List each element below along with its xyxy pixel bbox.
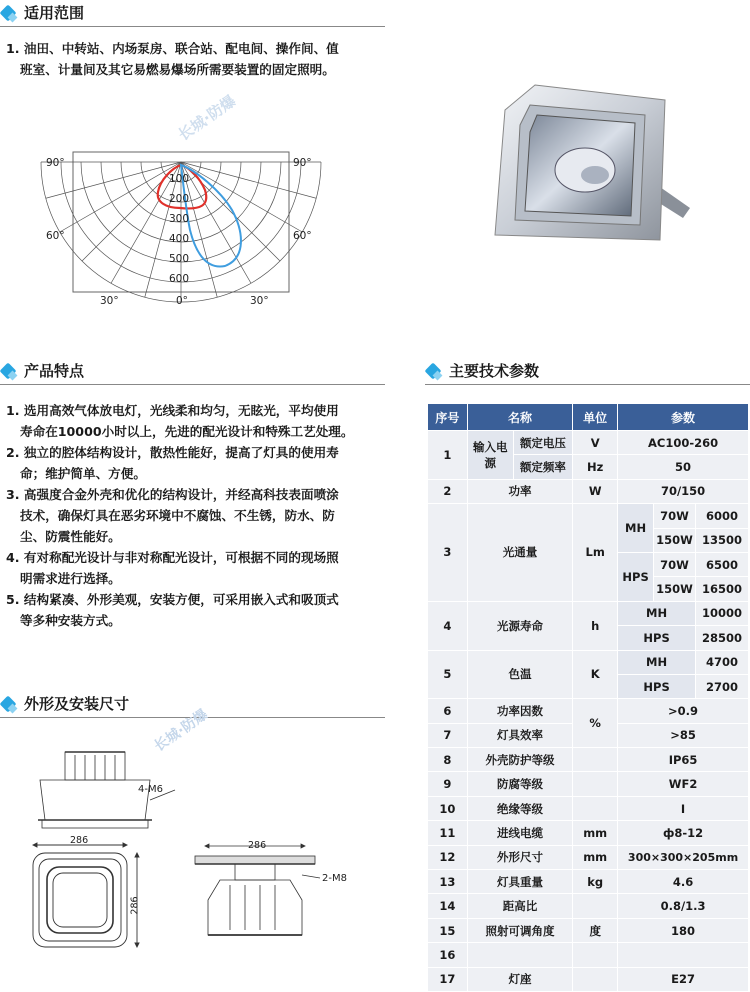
table-row xyxy=(428,699,749,723)
table-cell xyxy=(573,772,618,796)
table-cell: 灯具重量 xyxy=(467,870,572,894)
bolt-label: 2-M8 xyxy=(322,873,347,884)
bolt-label: 4-M6 xyxy=(138,784,163,795)
divider xyxy=(0,384,385,385)
table-cell: 功率 xyxy=(467,479,572,503)
table-cell: 4.6 xyxy=(618,870,749,894)
section-heading: 适用范围 xyxy=(24,4,85,22)
table-row xyxy=(428,650,749,674)
table-cell: 额定频率 xyxy=(513,455,573,479)
angle-label: 90° xyxy=(46,157,65,169)
dimension-label: 286 xyxy=(129,896,141,915)
table-cell: 28500 xyxy=(696,626,749,650)
table-cell: I xyxy=(618,796,749,820)
divider xyxy=(425,384,750,385)
table-cell: 灯座 xyxy=(467,967,572,991)
text-line: 5. 结构紧凑、外形美观，安装方便，可采用嵌入式和吸顶式 xyxy=(6,592,339,607)
table-cell: kg xyxy=(573,870,618,894)
table-cell: 外形尺寸 xyxy=(467,845,572,869)
table-cell: WF2 xyxy=(618,772,749,796)
table-cell: 6 xyxy=(428,699,468,723)
table-cell: 14 xyxy=(428,894,468,918)
table-cell: 1 xyxy=(428,431,468,480)
table-cell: 12 xyxy=(428,845,468,869)
table-cell: >85 xyxy=(618,723,749,747)
table-row xyxy=(428,431,749,455)
table-cell: Lm xyxy=(573,504,618,602)
table-cell: 70W xyxy=(654,504,696,528)
table-cell xyxy=(573,796,618,820)
table-header: 单位 xyxy=(573,404,618,431)
table-cell: 色温 xyxy=(467,650,572,699)
table-cell: 光通量 xyxy=(467,504,572,602)
table-cell: 180 xyxy=(618,918,749,942)
angle-label: 90° xyxy=(293,157,312,169)
table-cell: 16 xyxy=(428,943,468,967)
watermark-cn: 长城·防爆 xyxy=(151,706,211,755)
table-cell: 输入电源 xyxy=(467,431,513,480)
section-heading: 外形及安装尺寸 xyxy=(24,695,130,713)
text-line: 3. 高强度合金外壳和优化的结构设计，并经高科技表面喷涂 xyxy=(6,487,339,502)
table-cell xyxy=(573,894,618,918)
table-header: 参数 xyxy=(618,404,749,431)
table-cell: 11 xyxy=(428,821,468,845)
table-cell: HPS xyxy=(618,674,696,698)
table-cell: 17 xyxy=(428,967,468,991)
ceiling-mount-drawing xyxy=(190,840,360,950)
table-cell: 度 xyxy=(573,918,618,942)
table-cell: V xyxy=(573,431,618,455)
features-text xyxy=(6,400,353,631)
table-cell: 7 xyxy=(428,723,468,747)
polar-spoke xyxy=(46,162,181,198)
section-heading: 主要技术参数 xyxy=(449,362,540,380)
text-line: 等多种安装方式。 xyxy=(20,613,121,628)
table-cell: 0.8/1.3 xyxy=(618,894,749,918)
radius-label: 100 xyxy=(169,173,190,185)
table-cell xyxy=(573,943,618,967)
table-row xyxy=(428,479,749,503)
angle-label: 0° xyxy=(176,295,188,307)
polar-spoke xyxy=(60,162,181,232)
table-cell: 150W xyxy=(654,528,696,552)
table-cell: 300×300×205mm xyxy=(618,845,749,869)
diamond-accent xyxy=(8,371,18,381)
angle-label: 30° xyxy=(250,295,269,307)
table-cell xyxy=(618,943,749,967)
section-title-applications xyxy=(0,2,385,32)
dimension-label: 286 xyxy=(248,840,267,851)
table-cell xyxy=(573,748,618,772)
table-cell: Hz xyxy=(573,455,618,479)
text-line: 1. 选用高效气体放电灯，光线柔和均匀，无眩光，平均使用 xyxy=(6,403,339,418)
radius-label: 400 xyxy=(169,233,190,245)
applications-text xyxy=(6,38,339,80)
table-cell: 16500 xyxy=(696,577,749,601)
side-view-drawing xyxy=(20,740,190,835)
angle-label: 60° xyxy=(293,230,312,242)
table-cell: 防腐等级 xyxy=(467,772,572,796)
table-cell: % xyxy=(573,699,618,748)
table-cell: 2 xyxy=(428,479,468,503)
table-cell: 光源寿命 xyxy=(467,601,572,650)
table-row xyxy=(428,504,749,528)
table-cell: 13 xyxy=(428,870,468,894)
section-title-specs xyxy=(425,360,750,390)
table-row xyxy=(428,870,749,894)
table-cell: 3 xyxy=(428,504,468,602)
text-line: 技术，确保灯具在恶劣环境中不腐蚀、不生锈，防水、防 xyxy=(20,508,335,523)
table-header-row xyxy=(428,404,749,431)
table-cell: IP65 xyxy=(618,748,749,772)
table-cell: 5 xyxy=(428,650,468,699)
table-cell: E27 xyxy=(618,967,749,991)
text-line: 尘、防震性能好。 xyxy=(20,529,121,544)
table-cell: 照射可调角度 xyxy=(467,918,572,942)
table-cell: 70W xyxy=(654,552,696,576)
polar-spoke xyxy=(181,162,302,232)
table-row xyxy=(428,967,749,991)
table-cell: 2700 xyxy=(696,674,749,698)
polar-spoke xyxy=(181,162,251,283)
section-title-features xyxy=(0,360,385,390)
table-cell: mm xyxy=(573,821,618,845)
divider xyxy=(0,26,385,27)
diamond-accent xyxy=(8,13,18,23)
table-cell: W xyxy=(573,479,618,503)
table-cell: mm xyxy=(573,845,618,869)
radius-label: 600 xyxy=(169,273,190,285)
table-cell: 4 xyxy=(428,601,468,650)
table-cell: 15 xyxy=(428,918,468,942)
angle-label: 30° xyxy=(100,295,119,307)
table-row xyxy=(428,894,749,918)
table-cell: HPS xyxy=(618,626,696,650)
text-line: 班室、计量间及其它易燃易爆场所需要装置的固定照明。 xyxy=(20,62,335,77)
dimension-label: 286 xyxy=(70,835,89,846)
table-cell: 8 xyxy=(428,748,468,772)
table-cell: 9 xyxy=(428,772,468,796)
table-header: 序号 xyxy=(428,404,468,431)
diamond-accent xyxy=(433,371,443,381)
table-cell: 4700 xyxy=(696,650,749,674)
table-cell: MH xyxy=(618,601,696,625)
radius-label: 300 xyxy=(169,213,190,225)
text-line: 命；维护简单、方便。 xyxy=(20,466,146,481)
table-header: 名称 xyxy=(467,404,572,431)
text-line: 寿命在10000小时以上，先进的配光设计和特殊工艺处理。 xyxy=(20,424,354,439)
table-cell: 6000 xyxy=(696,504,749,528)
table-cell: 13500 xyxy=(696,528,749,552)
table-row xyxy=(428,821,749,845)
table-cell: MH xyxy=(618,504,654,553)
product-photo xyxy=(475,70,705,270)
table-cell: 50 xyxy=(618,455,749,479)
table-cell: AC100-260 xyxy=(618,431,749,455)
table-cell: 灯具效率 xyxy=(467,723,572,747)
radius-label: 200 xyxy=(169,193,190,205)
table-cell: 功率因数 xyxy=(467,699,572,723)
table-cell: 150W xyxy=(654,577,696,601)
table-cell: 6500 xyxy=(696,552,749,576)
table-cell: 10 xyxy=(428,796,468,820)
table-row xyxy=(428,943,749,967)
table-cell: MH xyxy=(618,650,696,674)
table-row xyxy=(428,772,749,796)
table-row xyxy=(428,601,749,625)
section-heading: 产品特点 xyxy=(24,362,85,380)
table-cell: 距高比 xyxy=(467,894,572,918)
spec-table xyxy=(427,403,749,992)
table-cell: ф8-12 xyxy=(618,821,749,845)
table-cell: 70/150 xyxy=(618,479,749,503)
table-row xyxy=(428,796,749,820)
table-cell: >0.9 xyxy=(618,699,749,723)
table-cell: 额定电压 xyxy=(513,431,573,455)
table-row xyxy=(428,918,749,942)
table-cell: 绝缘等级 xyxy=(467,796,572,820)
table-row xyxy=(428,748,749,772)
watermark-cn: 长城·防爆 xyxy=(174,91,239,145)
text-line: 1. 油田、中转站、内场泵房、联合站、配电间、操作间、值 xyxy=(6,41,339,56)
radius-label: 500 xyxy=(169,253,190,265)
table-cell: HPS xyxy=(618,552,654,601)
table-row xyxy=(428,845,749,869)
diamond-accent xyxy=(8,704,18,714)
table-cell xyxy=(467,943,572,967)
text-line: 4. 有对称配光设计与非对称配光设计，可根据不同的现场照 xyxy=(6,550,339,565)
table-cell: h xyxy=(573,601,618,650)
table-cell: 外壳防护等级 xyxy=(467,748,572,772)
text-line: 2. 独立的腔体结构设计，散热性能好，提高了灯具的使用寿 xyxy=(6,445,339,460)
text-line: 明需求进行选择。 xyxy=(20,571,121,586)
table-cell: 进线电缆 xyxy=(467,821,572,845)
table-cell: K xyxy=(573,650,618,699)
table-cell xyxy=(573,967,618,991)
table-cell: 10000 xyxy=(696,601,749,625)
angle-label: 60° xyxy=(46,230,65,242)
